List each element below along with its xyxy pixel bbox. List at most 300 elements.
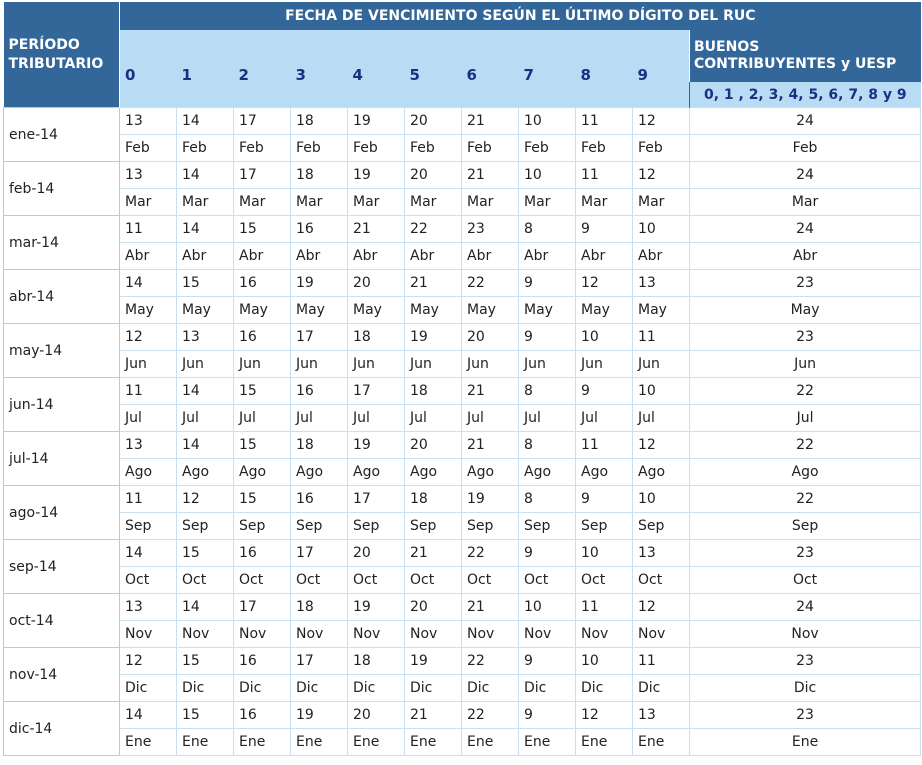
day-cell-digit-2: 15 [234,378,291,405]
day-cell-digit-7: 10 [519,594,576,621]
table-row-month [4,351,921,378]
day-cell-digit-7: 8 [519,432,576,459]
day-cell-digit-0: 14 [120,702,177,729]
day-cell-digit-6: 22 [462,540,519,567]
day-cell-digit-8: 11 [576,162,633,189]
month-cell-digit-1: Feb [177,135,234,162]
day-cell-digit-8: 9 [576,486,633,513]
month-cell-digit-9: Sep [633,513,690,540]
day-cell-digit-1: 14 [177,108,234,135]
month-cell-digit-0: Dic [120,675,177,702]
day-cell-digit-1: 15 [177,270,234,297]
month-cell-digit-9: Jul [633,405,690,432]
day-cell-digit-6: 23 [462,216,519,243]
month-cell-digit-8: Jun [576,351,633,378]
day-cell-digit-9: 12 [633,162,690,189]
day-cell-digit-2: 16 [234,702,291,729]
day-cell-digit-6: 21 [462,108,519,135]
period-cell: ene-14 [4,108,120,162]
day-cell-digit-0: 13 [120,594,177,621]
month-cell-digit-4: Jun [348,351,405,378]
month-cell-digit-7: Jul [519,405,576,432]
digit-header-5: 5 [405,30,462,108]
month-cell-digit-9: Ene [633,729,690,756]
month-cell-digit-8: Oct [576,567,633,594]
month-cell-digit-3: Sep [291,513,348,540]
day-cell-digit-0: 11 [120,216,177,243]
month-cell-digit-3: Jul [291,405,348,432]
month-cell-digit-4: Mar [348,189,405,216]
buenos-month-cell: Jul [690,405,921,432]
table-row-days [4,432,921,459]
day-cell-digit-1: 14 [177,378,234,405]
day-cell-digit-8: 11 [576,594,633,621]
month-cell-digit-4: Oct [348,567,405,594]
day-cell-digit-4: 20 [348,702,405,729]
day-cell-digit-2: 15 [234,486,291,513]
month-cell-digit-3: Jun [291,351,348,378]
day-cell-digit-4: 18 [348,324,405,351]
month-cell-digit-1: Sep [177,513,234,540]
day-cell-digit-0: 14 [120,270,177,297]
month-cell-digit-2: Ene [234,729,291,756]
month-cell-digit-0: Abr [120,243,177,270]
month-cell-digit-3: Mar [291,189,348,216]
buenos-day-cell: 22 [690,378,921,405]
month-cell-digit-1: Oct [177,567,234,594]
table-row-month [4,675,921,702]
day-cell-digit-6: 19 [462,486,519,513]
month-cell-digit-9: Jun [633,351,690,378]
month-cell-digit-5: Oct [405,567,462,594]
day-cell-digit-0: 11 [120,486,177,513]
day-cell-digit-6: 21 [462,378,519,405]
day-cell-digit-0: 12 [120,324,177,351]
table-row-days [4,378,921,405]
period-cell: oct-14 [4,594,120,648]
table-row-days [4,216,921,243]
day-cell-digit-5: 20 [405,162,462,189]
table-row-month [4,567,921,594]
vencimiento-table [3,2,921,756]
month-cell-digit-3: Feb [291,135,348,162]
day-cell-digit-6: 21 [462,432,519,459]
month-cell-digit-8: Nov [576,621,633,648]
day-cell-digit-9: 11 [633,648,690,675]
day-cell-digit-2: 15 [234,432,291,459]
month-cell-digit-6: May [462,297,519,324]
periodo-line1: PERÍODO [8,36,80,53]
buenos-day-cell: 23 [690,270,921,297]
buenos-month-cell: Oct [690,567,921,594]
period-cell: may-14 [4,324,120,378]
month-cell-digit-4: Sep [348,513,405,540]
buenos-digits-header: 0, 1 , 2, 3, 4, 5, 6, 7, 8 y 9 [690,82,921,107]
day-cell-digit-9: 13 [633,702,690,729]
month-cell-digit-8: Jul [576,405,633,432]
month-cell-digit-1: Dic [177,675,234,702]
buenos-month-cell: Abr [690,243,921,270]
month-cell-digit-2: Nov [234,621,291,648]
period-cell: nov-14 [4,648,120,702]
buenos-day-cell: 23 [690,648,921,675]
day-cell-digit-6: 20 [462,324,519,351]
day-cell-digit-3: 18 [291,162,348,189]
day-cell-digit-1: 14 [177,216,234,243]
table-row-days [4,270,921,297]
period-cell: dic-14 [4,702,120,756]
day-cell-digit-3: 19 [291,702,348,729]
digit-header-8: 8 [576,30,633,108]
digit-header-7: 7 [519,30,576,108]
month-cell-digit-0: Jun [120,351,177,378]
period-cell: abr-14 [4,270,120,324]
month-cell-digit-4: Feb [348,135,405,162]
month-cell-digit-3: May [291,297,348,324]
month-cell-digit-4: Dic [348,675,405,702]
buenos-line2: CONTRIBUYENTES y UESP [694,56,897,73]
table-row-month [4,621,921,648]
day-cell-digit-9: 10 [633,486,690,513]
day-cell-digit-1: 12 [177,486,234,513]
day-cell-digit-5: 21 [405,540,462,567]
day-cell-digit-8: 11 [576,108,633,135]
day-cell-digit-6: 22 [462,648,519,675]
table-row-month [4,135,921,162]
month-cell-digit-8: Sep [576,513,633,540]
day-cell-digit-2: 16 [234,540,291,567]
digit-header-0: 0 [120,30,177,108]
month-cell-digit-8: Feb [576,135,633,162]
day-cell-digit-8: 10 [576,324,633,351]
day-cell-digit-8: 12 [576,702,633,729]
day-cell-digit-0: 13 [120,432,177,459]
month-cell-digit-2: Ago [234,459,291,486]
month-cell-digit-2: Oct [234,567,291,594]
periodo-line2: TRIBUTARIO [8,55,104,72]
day-cell-digit-4: 18 [348,648,405,675]
day-cell-digit-4: 19 [348,162,405,189]
day-cell-digit-5: 20 [405,432,462,459]
month-cell-digit-6: Jun [462,351,519,378]
month-cell-digit-1: Ene [177,729,234,756]
day-cell-digit-6: 21 [462,594,519,621]
buenos-day-cell: 23 [690,702,921,729]
period-cell: ago-14 [4,486,120,540]
month-cell-digit-1: Mar [177,189,234,216]
day-cell-digit-4: 19 [348,594,405,621]
day-cell-digit-7: 9 [519,648,576,675]
month-cell-digit-6: Sep [462,513,519,540]
month-cell-digit-9: Feb [633,135,690,162]
month-cell-digit-5: Sep [405,513,462,540]
day-cell-digit-7: 8 [519,216,576,243]
month-cell-digit-1: May [177,297,234,324]
day-cell-digit-9: 12 [633,108,690,135]
day-cell-digit-0: 13 [120,108,177,135]
table-row-month [4,459,921,486]
table-row-month [4,513,921,540]
table-row-month [4,729,921,756]
day-cell-digit-9: 12 [633,594,690,621]
buenos-day-cell: 24 [690,162,921,189]
month-cell-digit-4: Ene [348,729,405,756]
table-row-days [4,702,921,729]
month-cell-digit-6: Abr [462,243,519,270]
buenos-month-cell: Dic [690,675,921,702]
day-cell-digit-6: 21 [462,162,519,189]
day-cell-digit-8: 11 [576,432,633,459]
buenos-day-cell: 23 [690,324,921,351]
month-cell-digit-6: Nov [462,621,519,648]
day-cell-digit-7: 9 [519,702,576,729]
day-cell-digit-6: 22 [462,702,519,729]
month-cell-digit-8: May [576,297,633,324]
month-cell-digit-7: May [519,297,576,324]
month-cell-digit-7: Sep [519,513,576,540]
buenos-day-cell: 23 [690,540,921,567]
day-cell-digit-4: 19 [348,108,405,135]
day-cell-digit-3: 18 [291,594,348,621]
day-cell-digit-5: 21 [405,702,462,729]
month-cell-digit-0: Feb [120,135,177,162]
month-cell-digit-0: Nov [120,621,177,648]
month-cell-digit-1: Jun [177,351,234,378]
day-cell-digit-4: 17 [348,486,405,513]
day-cell-digit-4: 21 [348,216,405,243]
month-cell-digit-8: Abr [576,243,633,270]
month-cell-digit-5: Mar [405,189,462,216]
month-cell-digit-0: May [120,297,177,324]
day-cell-digit-1: 15 [177,540,234,567]
month-cell-digit-2: Dic [234,675,291,702]
month-cell-digit-7: Ene [519,729,576,756]
month-cell-digit-6: Ene [462,729,519,756]
day-cell-digit-0: 13 [120,162,177,189]
month-cell-digit-5: Ago [405,459,462,486]
month-cell-digit-4: Ago [348,459,405,486]
month-cell-digit-8: Dic [576,675,633,702]
day-cell-digit-7: 9 [519,324,576,351]
day-cell-digit-0: 12 [120,648,177,675]
day-cell-digit-2: 15 [234,216,291,243]
day-cell-digit-5: 19 [405,648,462,675]
day-cell-digit-9: 11 [633,324,690,351]
buenos-month-cell: Sep [690,513,921,540]
day-cell-digit-2: 16 [234,648,291,675]
day-cell-digit-8: 10 [576,648,633,675]
month-cell-digit-5: Nov [405,621,462,648]
month-cell-digit-7: Oct [519,567,576,594]
day-cell-digit-3: 18 [291,432,348,459]
month-cell-digit-7: Abr [519,243,576,270]
month-cell-digit-3: Ago [291,459,348,486]
month-cell-digit-1: Ago [177,459,234,486]
month-cell-digit-9: Nov [633,621,690,648]
month-cell-digit-5: Feb [405,135,462,162]
month-cell-digit-9: Dic [633,675,690,702]
table-row-month [4,297,921,324]
buenos-day-cell: 22 [690,486,921,513]
month-cell-digit-2: May [234,297,291,324]
month-cell-digit-2: Feb [234,135,291,162]
table-row-days [4,324,921,351]
month-cell-digit-5: Abr [405,243,462,270]
day-cell-digit-5: 22 [405,216,462,243]
month-cell-digit-6: Feb [462,135,519,162]
month-cell-digit-5: Jul [405,405,462,432]
month-cell-digit-8: Ago [576,459,633,486]
day-cell-digit-7: 10 [519,162,576,189]
month-cell-digit-9: May [633,297,690,324]
buenos-contribuyentes-header [690,30,921,82]
month-cell-digit-4: Jul [348,405,405,432]
month-cell-digit-6: Mar [462,189,519,216]
buenos-month-cell: Ago [690,459,921,486]
month-cell-digit-6: Ago [462,459,519,486]
table-row-month [4,189,921,216]
day-cell-digit-5: 19 [405,324,462,351]
table-row-month [4,405,921,432]
table-row-days [4,108,921,135]
table-row-days [4,594,921,621]
day-cell-digit-5: 18 [405,486,462,513]
day-cell-digit-6: 22 [462,270,519,297]
month-cell-digit-1: Nov [177,621,234,648]
month-cell-digit-0: Oct [120,567,177,594]
month-cell-digit-7: Feb [519,135,576,162]
day-cell-digit-9: 13 [633,540,690,567]
day-cell-digit-8: 9 [576,216,633,243]
month-cell-digit-1: Jul [177,405,234,432]
month-cell-digit-6: Oct [462,567,519,594]
day-cell-digit-3: 17 [291,324,348,351]
day-cell-digit-2: 16 [234,270,291,297]
table-row-days [4,486,921,513]
buenos-day-cell: 24 [690,594,921,621]
month-cell-digit-4: Nov [348,621,405,648]
buenos-month-cell: Mar [690,189,921,216]
month-cell-digit-3: Ene [291,729,348,756]
buenos-day-cell: 24 [690,216,921,243]
buenos-day-cell: 22 [690,432,921,459]
buenos-day-cell: 24 [690,108,921,135]
month-cell-digit-2: Sep [234,513,291,540]
day-cell-digit-8: 12 [576,270,633,297]
month-cell-digit-0: Jul [120,405,177,432]
month-cell-digit-9: Mar [633,189,690,216]
month-cell-digit-4: Abr [348,243,405,270]
day-cell-digit-0: 14 [120,540,177,567]
buenos-month-cell: Nov [690,621,921,648]
day-cell-digit-8: 10 [576,540,633,567]
day-cell-digit-3: 18 [291,108,348,135]
day-cell-digit-5: 18 [405,378,462,405]
period-cell: feb-14 [4,162,120,216]
month-cell-digit-3: Dic [291,675,348,702]
day-cell-digit-2: 16 [234,324,291,351]
day-cell-digit-5: 20 [405,108,462,135]
day-cell-digit-4: 19 [348,432,405,459]
day-cell-digit-5: 21 [405,270,462,297]
month-cell-digit-5: Dic [405,675,462,702]
day-cell-digit-7: 8 [519,378,576,405]
day-cell-digit-4: 17 [348,378,405,405]
day-cell-digit-1: 14 [177,162,234,189]
table-row-days [4,648,921,675]
day-cell-digit-3: 16 [291,486,348,513]
day-cell-digit-7: 8 [519,486,576,513]
day-cell-digit-8: 9 [576,378,633,405]
month-cell-digit-8: Ene [576,729,633,756]
table-row-days [4,540,921,567]
day-cell-digit-9: 10 [633,216,690,243]
month-cell-digit-8: Mar [576,189,633,216]
month-cell-digit-7: Nov [519,621,576,648]
day-cell-digit-1: 15 [177,702,234,729]
day-cell-digit-2: 17 [234,162,291,189]
day-cell-digit-1: 14 [177,594,234,621]
month-cell-digit-7: Jun [519,351,576,378]
digit-header-9: 9 [633,30,690,108]
digit-header-2: 2 [234,30,291,108]
buenos-line1: BUENOS [694,39,760,56]
month-cell-digit-1: Abr [177,243,234,270]
month-cell-digit-9: Abr [633,243,690,270]
month-cell-digit-9: Ago [633,459,690,486]
month-cell-digit-5: Jun [405,351,462,378]
day-cell-digit-4: 20 [348,540,405,567]
day-cell-digit-1: 15 [177,648,234,675]
month-cell-digit-5: Ene [405,729,462,756]
digit-header-4: 4 [348,30,405,108]
table-row-days [4,162,921,189]
month-cell-digit-0: Sep [120,513,177,540]
day-cell-digit-3: 19 [291,270,348,297]
period-cell: mar-14 [4,216,120,270]
day-cell-digit-3: 17 [291,540,348,567]
digit-header-1: 1 [177,30,234,108]
month-cell-digit-4: May [348,297,405,324]
day-cell-digit-4: 20 [348,270,405,297]
month-cell-digit-9: Oct [633,567,690,594]
buenos-month-cell: Feb [690,135,921,162]
day-cell-digit-5: 20 [405,594,462,621]
buenos-month-cell: May [690,297,921,324]
day-cell-digit-9: 10 [633,378,690,405]
day-cell-digit-9: 13 [633,270,690,297]
day-cell-digit-9: 12 [633,432,690,459]
month-cell-digit-2: Mar [234,189,291,216]
month-cell-digit-0: Ene [120,729,177,756]
month-cell-digit-6: Dic [462,675,519,702]
buenos-month-cell: Jun [690,351,921,378]
month-cell-digit-3: Nov [291,621,348,648]
day-cell-digit-0: 11 [120,378,177,405]
month-cell-digit-7: Mar [519,189,576,216]
period-cell: jun-14 [4,378,120,432]
day-cell-digit-2: 17 [234,108,291,135]
period-cell: jul-14 [4,432,120,486]
month-cell-digit-2: Abr [234,243,291,270]
month-cell-digit-2: Jun [234,351,291,378]
month-cell-digit-6: Jul [462,405,519,432]
day-cell-digit-1: 14 [177,432,234,459]
month-cell-digit-5: May [405,297,462,324]
day-cell-digit-7: 9 [519,270,576,297]
month-cell-digit-2: Jul [234,405,291,432]
month-cell-digit-3: Abr [291,243,348,270]
